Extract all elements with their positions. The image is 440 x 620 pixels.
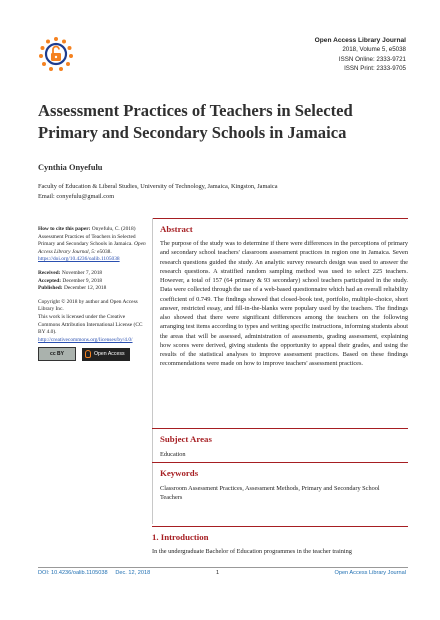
keywords-rule [152, 462, 408, 463]
journal-volume: 2018, Volume 5, e5038 [342, 46, 406, 54]
sidebar [38, 226, 146, 367]
affiliation [38, 182, 277, 202]
published-date: December 12, 2018 [63, 285, 107, 292]
footer-doi-text: DOI: 10.4236/oalib.1105038 [38, 570, 108, 576]
published-label: Published: [38, 285, 63, 292]
subject-areas-heading: Subject Areas [160, 434, 212, 444]
open-access-label: Open Access [94, 350, 125, 357]
copyright-text: Copyright © 2018 by author and Open Access Library Inc. [38, 298, 138, 313]
accepted-label: Accepted: [38, 277, 62, 284]
footer-doi [38, 570, 150, 576]
cc-by-badge[interactable]: cc BY [38, 347, 76, 361]
page-number: 1 [216, 570, 220, 576]
introduction-text: In the undergraduate Bachelor of Education programmes in the teacher training [152, 548, 352, 555]
footer-rule [38, 567, 408, 568]
keywords-text: Classroom Assessment Practices, Assessment Methods, Primary and Secondary School Teachers [160, 485, 380, 501]
abstract-heading: Abstract [160, 224, 193, 234]
keywords-heading: Keywords [160, 468, 199, 478]
email-line: Email: conyefulu@gmail.com [38, 193, 115, 200]
doi-link[interactable]: https://doi.org/10.4236/oalib.1105038 [38, 256, 120, 263]
issn-online: ISSN Online: 2333-9721 [338, 55, 406, 63]
open-access-badge[interactable] [82, 348, 130, 361]
cite-journal: Open Access Library Journal, 5: [38, 241, 146, 255]
paper-title: Assessment Practices of Teachers in Selected Primary and Secondary Schools in Jamaica [38, 101, 353, 142]
cite-label: How to cite this paper: [38, 226, 91, 232]
column-divider [152, 218, 153, 524]
author-name: Cynthia Onyefulu [38, 163, 103, 172]
open-access-lock-icon [85, 350, 91, 358]
license-text: This work is licensed under the Creative Commons Attribution International License (CC BY 4.0). [38, 313, 143, 336]
license-block [38, 299, 146, 362]
journal-logo-icon [38, 36, 74, 72]
issn-print: ISSN Print: 2333-9705 [344, 65, 406, 73]
cite-text: Onyefulu, C. (2018) Assessment Practices of Teachers in Selected Primary and Secondary Schools in Jamaica. [38, 226, 136, 248]
abstract-section [160, 224, 408, 369]
subject-rule [152, 428, 408, 429]
cite-id: e5038. [97, 248, 112, 255]
dates-block [38, 270, 146, 293]
license-link[interactable]: http://creativecommons.org/licenses/by/4.0/ [38, 336, 133, 343]
abstract-text: The purpose of the study was to determine if there were differences in the perceptions of primary and secondary school teachers' classroom assessment practices in region one in Jamaica. Seven research questions guided the study. An analytic survey research design was used to answer the research questions. A stratified random sampling method was used to select 225 teachers. However, a total of 157 (64 primary & 93 secondary) school teachers participated in the study. Data were collected through the use of a web-based questionnaire which had an overall reliability coefficient of 0.749. The findings showed that closed-book test, portfolio, multiple-choice, short answer, restricted essay, and fill-in-the-blanks were populary used by the teachers. The findings also showed that there were significant differences among the teachers on the following arranging test items according to types and writing specific instructions, informing students about the areas that will be assessed, administration of assessments, grading assessment, explaining how scores were derived, giving students the opportunity to appeal their grades, and using the results of the statistical analyses to improve assessment practices. Based on these findings recommendations were made on how to improve teachers' assessment practices. [160, 240, 408, 368]
accepted-date: December 9, 2018 [62, 277, 103, 284]
footer-date: Dec. 12, 2018 [115, 570, 151, 576]
citation-block [38, 226, 146, 264]
received-date: November 7, 2018 [61, 269, 103, 276]
badges [38, 347, 146, 361]
received-label: Received: [38, 269, 61, 276]
abstract-rule [152, 218, 408, 219]
affiliation-line: Faculty of Education & Liberal Studies, University of Technology, Jamaica, Kingston, Jamaica [38, 183, 278, 190]
intro-rule [152, 526, 408, 527]
subject-areas-text: Education [160, 451, 186, 458]
journal-name: Open Access Library Journal [314, 37, 406, 44]
journal-info [315, 36, 406, 74]
introduction-heading: 1. Introduction [152, 532, 209, 542]
footer-journal: Open Access Library Journal [334, 570, 406, 576]
